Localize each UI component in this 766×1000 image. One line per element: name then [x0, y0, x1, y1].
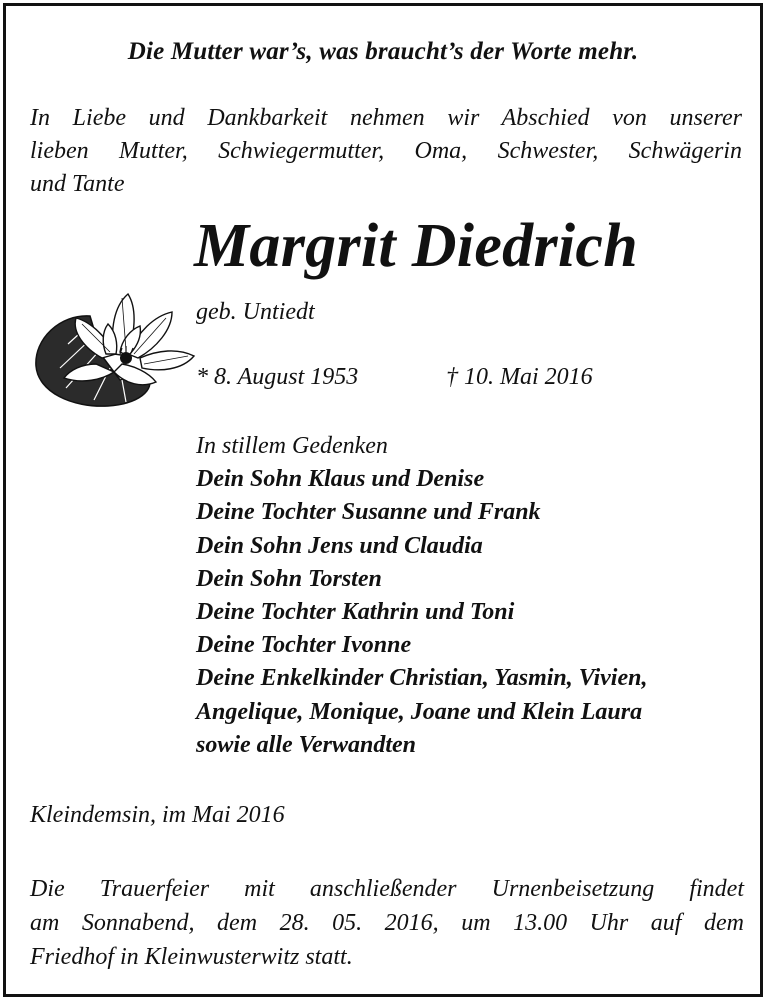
intro-text: [30, 102, 742, 201]
place-date: Kleindemsin, im Mai 2016: [30, 802, 285, 828]
motto: Die Mutter war’s, was braucht’s der Worte mehr.: [127, 38, 639, 65]
service-line: Die Trauerfeier mit anschließender Urnenbeisetzung findet: [30, 876, 744, 902]
water-lily-icon: [30, 284, 200, 409]
service-line: am Sonnabend, dem 28. 05. 2016, um 13.00 Uhr auf dem: [30, 910, 744, 936]
mourners-lead: In stillem Gedenken: [196, 433, 388, 459]
obituary-notice: [3, 3, 763, 997]
mourners-list: [196, 430, 647, 762]
intro-line: In Liebe und Dankbarkeit nehmen wir Abschied von unserer: [30, 105, 742, 131]
intro-line: lieben Mutter, Schwiegermutter, Oma, Schwester, Schwägerin: [30, 138, 742, 164]
mourner-line: Deine Tochter Ivonne: [196, 632, 412, 659]
mourner-line: sowie alle Verwandten: [196, 731, 417, 758]
mourner-line: Dein Sohn Torsten: [196, 565, 382, 592]
mourner-line: Dein Sohn Klaus und Denise: [196, 466, 485, 493]
deceased-name: Margrit Diedrich: [194, 212, 639, 280]
life-dates: [196, 364, 593, 391]
mourner-line: Deine Tochter Kathrin und Toni: [196, 599, 515, 626]
mourner-line: Deine Enkelkinder Christian, Yasmin, Vivien,: [196, 665, 648, 692]
death-date: † 10. Mai 2016: [446, 364, 593, 390]
mourner-line: Dein Sohn Jens und Claudia: [196, 532, 483, 559]
birth-date: * 8. August 1953: [196, 364, 359, 390]
funeral-service-info: [30, 872, 744, 974]
mourner-line: Angelique, Monique, Joane und Klein Laura: [196, 698, 643, 725]
intro-line: und Tante: [30, 171, 125, 197]
mourner-line: Deine Tochter Susanne und Frank: [196, 499, 541, 526]
maiden-name: geb. Untiedt: [196, 299, 315, 325]
service-line: Friedhof in Kleinwusterwitz statt.: [30, 944, 353, 970]
